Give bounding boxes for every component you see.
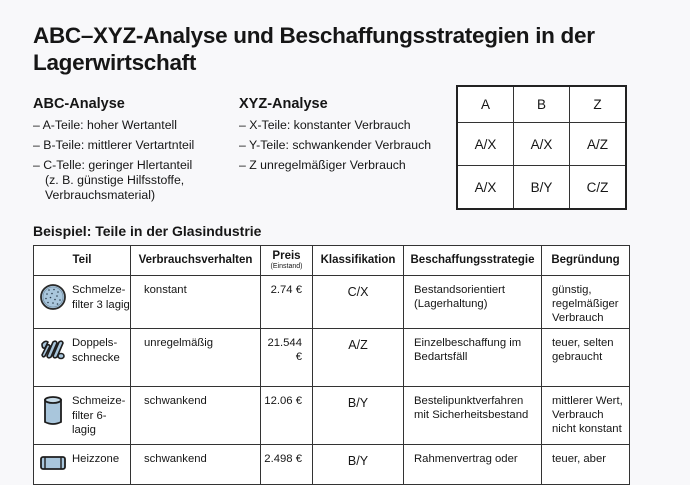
cell-begruendung: günstig, regelmäßiger Verbrauch bbox=[542, 276, 630, 329]
cell-teil bbox=[34, 387, 131, 445]
cell-strategie: Bestelipunktverfahren mit Sicherheitsbestand bbox=[404, 387, 542, 445]
matrix-cell: A bbox=[457, 86, 514, 123]
part-name: Doppels-schnecke bbox=[72, 337, 120, 364]
header-teil: Teil bbox=[34, 246, 131, 276]
header-begruendung: Begründung bbox=[542, 246, 630, 276]
abc-item-b: – B-Teile: mittlerer Vertartnteil bbox=[33, 138, 195, 152]
part-name: Heizzone bbox=[72, 453, 120, 465]
example-title: Beispiel: Teile in der Glasindustrie bbox=[33, 223, 262, 239]
xyz-analysis-section bbox=[239, 95, 449, 178]
matrix-cell: A/X bbox=[514, 123, 570, 166]
cell-strategie: Einzelbeschaffung im Bedartsfäll bbox=[404, 329, 542, 387]
cell-teil bbox=[34, 329, 131, 387]
cell-strategie: Rahmenvertrag oder bbox=[404, 445, 542, 485]
page-title: ABC–XYZ-Analyse und Beschaffungsstrategien in der Lagerwirtschaft bbox=[33, 23, 595, 75]
cell-teil bbox=[34, 276, 131, 329]
header-preis-label: Preis bbox=[272, 250, 301, 262]
twin-screw-icon bbox=[39, 336, 67, 364]
matrix-row bbox=[457, 86, 626, 123]
matrix-cell: A/X bbox=[457, 123, 514, 166]
xyz-list bbox=[239, 118, 449, 173]
abc-item-a: – A-Teile: hoher Wertantell bbox=[33, 118, 177, 132]
abc-xyz-matrix bbox=[456, 85, 627, 210]
table-row bbox=[34, 276, 630, 329]
cell-klassifikation: B/Y bbox=[313, 445, 404, 485]
filter-cylinder-icon bbox=[39, 394, 67, 428]
matrix-cell: B/Y bbox=[514, 166, 570, 210]
table-row bbox=[34, 329, 630, 387]
cell-preis: 12.06 € bbox=[261, 387, 313, 445]
matrix-row bbox=[457, 123, 626, 166]
matrix-cell: A/X bbox=[457, 166, 514, 210]
matrix-cell: B bbox=[514, 86, 570, 123]
header-strategie: Beschaffungsstrategie bbox=[404, 246, 542, 276]
cell-verbrauch: konstant bbox=[131, 276, 261, 329]
abc-heading: ABC-Analyse bbox=[33, 96, 125, 112]
part-name: Schmelze-filter 3 lagig bbox=[72, 284, 130, 311]
abc-item-c-label: – C-Telle: geringer Hlertanteil bbox=[33, 158, 193, 172]
xyz-item-x: – X-Teile: konstanter Verbrauch bbox=[239, 118, 411, 132]
table-row bbox=[34, 387, 630, 445]
cell-preis: 2.498 € bbox=[261, 445, 313, 485]
header-klassifikation: Klassifikation bbox=[313, 246, 404, 276]
header-preis bbox=[261, 246, 313, 276]
xyz-item-z: – Z unregelmäßiger Verbrauch bbox=[239, 158, 406, 172]
cell-verbrauch: unregelmäßig bbox=[131, 329, 261, 387]
cell-teil bbox=[34, 445, 131, 485]
cell-verbrauch: schwankend bbox=[131, 387, 261, 445]
part-name: Schmeize-filter 6-lagig bbox=[72, 395, 126, 436]
abc-item-c-note: (z. B. günstige Hilfsstoffe, Verbrauchsmaterial) bbox=[45, 173, 185, 202]
matrix-cell: A/Z bbox=[570, 123, 627, 166]
cell-preis: 2.74 € bbox=[261, 276, 313, 329]
cell-strategie: Bestandsorientiert (Lagerhaltung) bbox=[404, 276, 542, 329]
abc-item-c bbox=[33, 158, 243, 202]
xyz-heading: XYZ-Analyse bbox=[239, 96, 328, 112]
abc-analysis-section bbox=[33, 95, 243, 207]
cell-preis: 21.544 € bbox=[261, 329, 313, 387]
abc-list bbox=[33, 118, 243, 202]
header-preis-sub: (Einstand) bbox=[270, 263, 303, 270]
cell-begruendung: teuer, selten gebraucht bbox=[542, 329, 630, 387]
matrix-cell: Z bbox=[570, 86, 627, 123]
cell-verbrauch: schwankend bbox=[131, 445, 261, 485]
xyz-item-y: – Y-Teile: schwankender Verbrauch bbox=[239, 138, 432, 152]
table-header-row bbox=[34, 246, 630, 276]
header-verbrauch: Verbrauchsverhalten bbox=[131, 246, 261, 276]
filter-disc-icon bbox=[39, 283, 67, 311]
table-row bbox=[34, 445, 630, 485]
matrix-cell: C/Z bbox=[570, 166, 627, 210]
parts-table bbox=[33, 245, 630, 485]
cell-klassifikation: C/X bbox=[313, 276, 404, 329]
cell-begruendung: teuer, aber bbox=[542, 445, 630, 485]
cell-klassifikation: B/Y bbox=[313, 387, 404, 445]
matrix-row bbox=[457, 166, 626, 210]
heating-zone-icon bbox=[39, 455, 67, 471]
cell-begruendung: mittlerer Wert, Verbrauch nicht konstant bbox=[542, 387, 630, 445]
cell-klassifikation: A/Z bbox=[313, 329, 404, 387]
